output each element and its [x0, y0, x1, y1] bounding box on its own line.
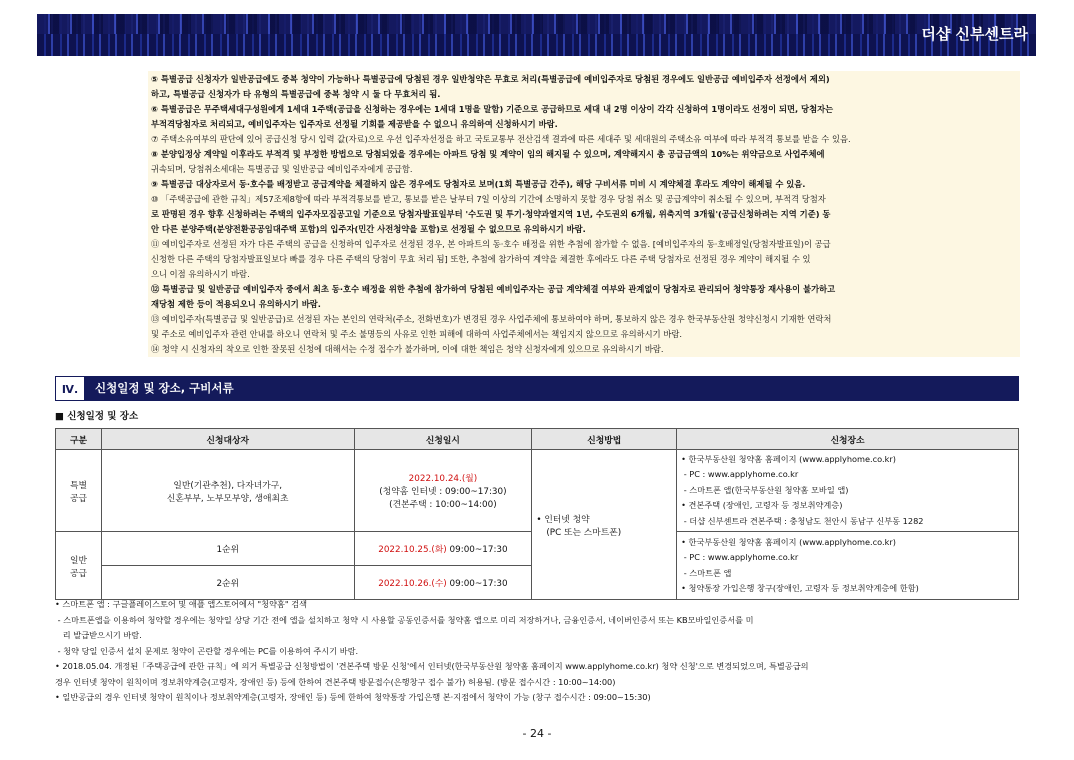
place-line: • 견본주택 (장애인, 고령자 등 정보취약계층): [681, 500, 843, 511]
section-number: Ⅳ.: [55, 376, 85, 401]
category-cell: 일반 공급: [56, 532, 102, 600]
footnote-line: • 2018.05.04. 개정된「주택공급에 관한 규칙」에 의거 특별공급 신청방법이 '견본주택 방문 신청'에서 인터넷(한국부동산원 청약홈 홈페이지 www.applyhome.co.kr) 청약 신청'으로 변경되었으며, 특별공급의: [55, 661, 809, 671]
place-line: - 스마트폰 앱(한국부동산원 청약홈 모바일 앱): [681, 484, 849, 495]
note-line: 로 판명된 경우 향후 신청하려는 주택의 입주자모집공고일 기준으로 당첨자발표일부터 '수도권 및 투기·청약과열지역 1년, 수도권외 6개월, 위축지역 3개월'(공급신청하려는 지역 기준) 동: [151, 209, 831, 219]
note-line: 부적격당첨자로 처리되고, 예비입주자는 입주자로 선정될 기회를 제공받을 수 없으니 유의하여 신청하시기 바람.: [151, 119, 558, 129]
table-header-row: [56, 429, 1019, 450]
col-header: 신청장소: [677, 429, 1019, 450]
note-line: 신청한 다른 주택의 당첨자발표일보다 빠를 경우 다른 주택의 당첨이 무효 처리 됨] 또한, 추첨에 참가하여 계약을 체결한 후에라도 다른 주택 당첨자로 선정된 경우 계약이 해지될 수 있: [151, 254, 811, 264]
note-line: ⑫ 특별공급 및 일반공급 예비입주자 중에서 최초 동·호수 배정을 위한 추첨에 참가하여 당첨된 예비입주자는 공급 계약체결 여부와 관계없이 당첨자로 관리되어 청약통장 재사용이 불가하고: [151, 284, 836, 294]
note-line: ⑬ 예비입주자(특별공급 및 일반공급)로 선정된 자는 본인의 연락처(주소, 전화번호)가 변경된 경우 사업주체에 통보하여야 하며, 통보하지 않은 경우 한국부동산원 청약신청시 기재한 연락처: [151, 314, 832, 324]
date-line: (견본주택 : 10:00~14:00): [389, 500, 497, 510]
col-header: 신청방법: [532, 429, 677, 450]
note-line: 안 다른 분양주택(분양전환공공임대주택 포함)의 입주자(민간 사전청약을 포함)로 선정될 수 없으므로 유의하시기 바람.: [151, 224, 586, 234]
header-title: 더샵 신부센트라: [921, 25, 1028, 43]
date-cell: [354, 532, 532, 566]
method-line: • 인터넷 청약: [536, 514, 590, 525]
note-line: ⑥ 특별공급은 무주택세대구성원에게 1세대 1주택(공급을 신청하는 경우에는 1세대 1명을 말함) 기준으로 공급하므로 세대 내 2명 이상이 각각 신청하여 1명이라도 선정이 되면, 당첨자는: [151, 104, 834, 114]
date-line: (청약홈 인터넷 : 09:00~17:30): [379, 487, 507, 497]
schedule-table: [55, 428, 1019, 600]
note-line: 및 주소로 예비입주자 관련 안내를 하오니 연락처 및 주소 불명등의 사유로 인한 피해에 대하여 사업주체에서는 책임지지 않으므로 유의하시기 바람.: [151, 329, 683, 339]
note-line: ⑨ 특별공급 대상자로서 동·호수를 배정받고 공급계약을 체결하지 않은 경우에도 당첨자로 보며(1회 특별공급 간주), 해당 구비서류 미비 시 계약체결 후라도 계약이 해제될 수 있음.: [151, 179, 806, 189]
place-line: - PC : www.applyhome.co.kr: [681, 552, 799, 562]
targets-cell: [101, 450, 354, 532]
col-header: 구분: [56, 429, 102, 450]
footnote-line: - 청약 당일 인증서 설치 문제로 청약이 곤란할 경우에는 PC를 이용하여 주시기 바람.: [55, 645, 359, 656]
section-title: 신청일정 및 장소, 구비서류: [95, 381, 234, 395]
footnote-line: • 일반공급의 경우 인터넷 청약이 원칙이나 정보취약계층(고령자, 장애인 등) 등에 한하여 청약통장 가입은행 본·지점에서 청약이 가능 (창구 접수시간 : 09:00~15:30): [55, 692, 651, 702]
date-highlight: 2022.10.25.(화): [378, 545, 447, 555]
rank-cell: 1순위: [101, 532, 354, 566]
footnote-line: - 스마트폰앱을 이용하여 청약할 경우에는 청약일 상당 기간 전에 앱을 설치하고 청약 시 사용할 공동인증서를 청약홈 앱으로 미리 저장하거나, 금융인증서, 네이버인증서 또는 KB모바일인증서를 미: [55, 614, 754, 625]
header-pattern: [37, 14, 1036, 34]
note-line: ⑦ 주택소유여부의 판단에 있어 공급신청 당시 입력 값(자료)으로 우선 입주자선정을 하고 국토교통부 전산검색 결과에 따른 세대주 및 세대원의 주택소유 여부에 따라 부적격 통보를 받을 수 있음.: [151, 134, 851, 144]
note-line: 하고, 특별공급 신청자가 타 유형의 특별공급에 중복 청약 시 둘 다 무효처리 됨.: [151, 89, 441, 99]
rank-cell: 2순위: [101, 566, 354, 600]
targets-line: 일반(기관추천), 다자녀가구,: [173, 480, 283, 491]
place-line: • 청약통장 가입은행 창구(장애인, 고령자 등 정보취약계층에 한함): [681, 583, 919, 593]
place-line: - PC : www.applyhome.co.kr: [681, 469, 799, 480]
time-text: 09:00~17:30: [446, 579, 508, 589]
note-line: 재당첨 제한 등이 적용되오니 유의하시기 바람.: [151, 299, 321, 309]
date-cell: [354, 450, 532, 532]
method-line: (PC 또는 스마트폰): [546, 527, 622, 538]
places-cell: [677, 450, 1019, 532]
place-line: • 한국부동산원 청약홈 홈페이지 (www.applyhome.co.kr): [681, 536, 896, 547]
place-line: • 한국부동산원 청약홈 홈페이지 (www.applyhome.co.kr): [681, 453, 896, 464]
note-line: ⑭ 청약 시 신청자의 착오로 인한 잘못된 신청에 대해서는 수정 접수가 불가하며, 이에 대한 책임은 청약 신청자에게 있으므로 유의하시기 바람.: [151, 344, 664, 354]
note-line: 귀속되며, 당첨취소세대는 특별공급 및 일반공급 예비입주자에게 공급함.: [151, 164, 413, 174]
note-line: ⑧ 분양입정상 계약일 이후라도 부적격 및 부정한 방법으로 당첨되었을 경우에는 아파트 당첨 및 계약이 임의 해지될 수 있으며, 계약해지시 총 공급금액의 10%는 위약금으로 사업주체에: [151, 149, 825, 159]
category-cell: 특별 공급: [56, 450, 102, 532]
note-line: ⑩ 「주택공급에 관한 규칙」제57조제8항에 따라 부적격통보를 받고, 통보를 받은 날부터 7일 이상의 기간에 소명하지 못할 경우 당첨 취소 및 공급계약이 취소될 수 있으며, 부적격 당첨자: [151, 194, 826, 204]
table-row: [56, 450, 1019, 532]
time-text: 09:00~17:30: [446, 545, 508, 555]
note-line: ⑪ 예비입주자로 선정된 자가 다른 주택의 공급을 신청하여 입주자로 선정된 경우, 본 아파트의 동·호수 배정을 위한 추첨에 참가할 수 없음. [예비입주자의 동·호배정일(당첨자발표일)이 공급: [151, 239, 831, 249]
col-header: 신청대상자: [101, 429, 354, 450]
col-header: 신청일시: [354, 429, 532, 450]
date-cell: [354, 566, 532, 600]
date-highlight: 2022.10.24.(월): [408, 474, 478, 484]
places-cell: [677, 532, 1019, 600]
page-number: - 24 -: [522, 727, 552, 740]
footnote-line: 경우 인터넷 청약이 원칙이며 정보취약계층(고령자, 장애인 등) 등에 한하여 견본주택 방문접수(은행창구 접수 불가) 허용됨. (방문 접수시간 : 10:00~14:00): [55, 676, 616, 687]
note-line: ⑤ 특별공급 신청자가 일반공급에도 중복 청약이 가능하나 특별공급에 당첨된 경우 일반청약은 무효로 처리(특별공급에 예비입주자로 당첨된 경우에도 일반공급 예비입주자 선정에서 제외): [151, 74, 830, 84]
subheading: ■ 신청일정 및 장소: [55, 411, 139, 422]
targets-line: 신혼부부, 노부모부양, 생애최초: [166, 493, 289, 504]
footnote-line: 리 발급받으시기 바람.: [55, 630, 142, 640]
note-line: 으니 이점 유의하시기 바람.: [151, 269, 250, 279]
section-header: [55, 376, 1019, 401]
method-cell: [532, 450, 677, 600]
date-highlight: 2022.10.26.(수): [378, 579, 447, 589]
header-banner: [37, 14, 1036, 56]
place-line: - 더샵 신부센트라 견본주택 : 충청남도 천안시 동남구 신부동 1282: [681, 515, 924, 526]
place-line: - 스마트폰 앱: [681, 567, 732, 578]
notes-box: [148, 71, 1020, 357]
footnote-line: • 스마트폰 앱 : 구글플레이스토어 및 애플 앱스토어에서 "청약홈" 검색: [55, 599, 308, 609]
